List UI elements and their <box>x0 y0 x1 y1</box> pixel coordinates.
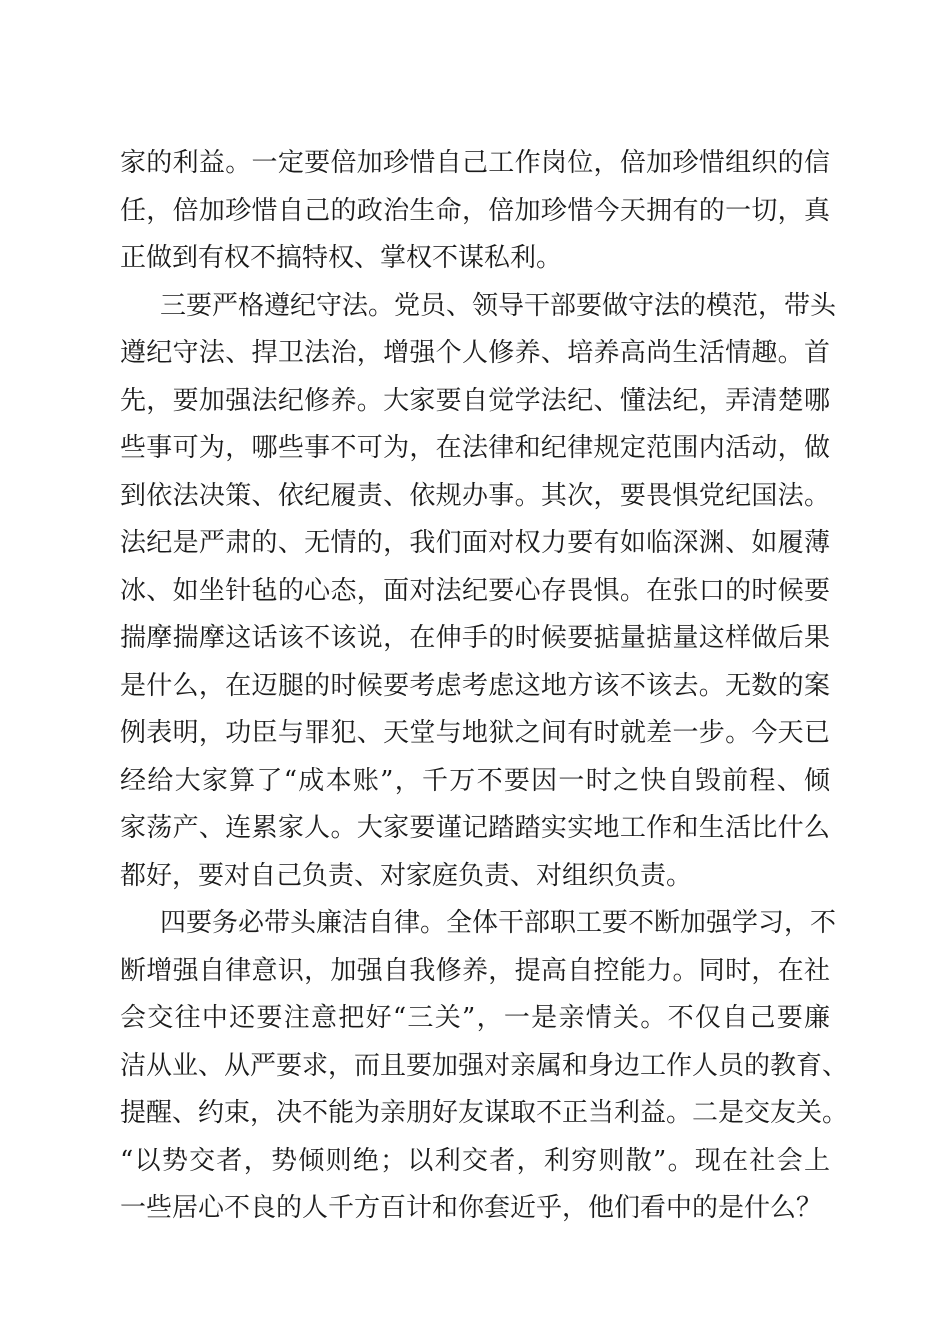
text-line: 三要严格遵纪守法。党员、领导干部要做守法的模范，带头 <box>160 290 837 321</box>
text-line: 遵纪守法、捍卫法治，增强个人修养、培养高尚生活情趣。首 <box>120 338 830 368</box>
text-line: 任，倍加珍惜自己的政治生命，倍加珍惜今天拥有的一切，真 <box>120 195 830 226</box>
text-line: 经给大家算了“成本账”，千万不要因一时之快自毁前程、倾 <box>120 765 830 796</box>
text-line: 冰、如坐针毡的心态，面对法纪要心存畏惧。在张口的时候要 <box>120 575 830 606</box>
text-line: 些事可为，哪些事不可为，在法律和纪律规定范围内活动，做 <box>120 433 830 463</box>
paragraph-1 <box>120 140 830 283</box>
text-line: 先，要加强法纪修养。大家要自觉学法纪、懂法纪，弄清楚哪 <box>120 385 830 416</box>
text-line: 到依法决策、依纪履责、依规办事。其次，要畏惧党纪国法。 <box>120 480 830 511</box>
text-line: 例表明，功臣与罪犯、天堂与地狱之间有时就差一步。今天已 <box>120 718 830 748</box>
text-line: 是什么，在迈腿的时候要考虑考虑这地方该不该去。无数的案 <box>120 670 830 701</box>
text-line: 正做到有权不搞特权、掌权不谋私利。 <box>120 243 563 273</box>
text-line: 四要务必带头廉洁自律。全体干部职工要不断加强学习，不 <box>160 908 837 938</box>
text-line: 一些居心不良的人千方百计和你套近乎，他们看中的是什么？ <box>120 1193 823 1223</box>
paragraph-3 <box>120 900 849 1233</box>
text-line: 提醒、约束，决不能为亲朋好友谋取不正当利益。二是交友关。 <box>120 1098 849 1128</box>
paragraph-2 <box>120 283 837 901</box>
text-line: 都好，要对自己负责、对家庭负责、对组织负责。 <box>120 860 693 891</box>
text-line: 会交往中还要注意把好“三关”，一是亲情关。不仅自己要廉 <box>120 1003 830 1033</box>
text-line: 法纪是严肃的、无情的，我们面对权力要有如临深渊、如履薄 <box>120 528 830 558</box>
text-line: “以势交者，势倾则绝；以利交者，利穷则散”。现在社会上 <box>120 1145 830 1176</box>
text-line: 家的利益。一定要倍加珍惜自己工作岗位，倍加珍惜组织的信 <box>120 148 830 178</box>
document-body <box>120 140 849 1233</box>
text-line: 家荡产、连累家人。大家要谨记踏踏实实地工作和生活比什么 <box>120 813 830 843</box>
text-line: 洁从业、从严要求，而且要加强对亲属和身边工作人员的教育、 <box>120 1050 849 1081</box>
text-line: 揣摩揣摩这话该不该说，在伸手的时候要掂量掂量这样做后果 <box>120 623 830 653</box>
text-line: 断增强自律意识，加强自我修养，提高自控能力。同时，在社 <box>120 955 830 986</box>
